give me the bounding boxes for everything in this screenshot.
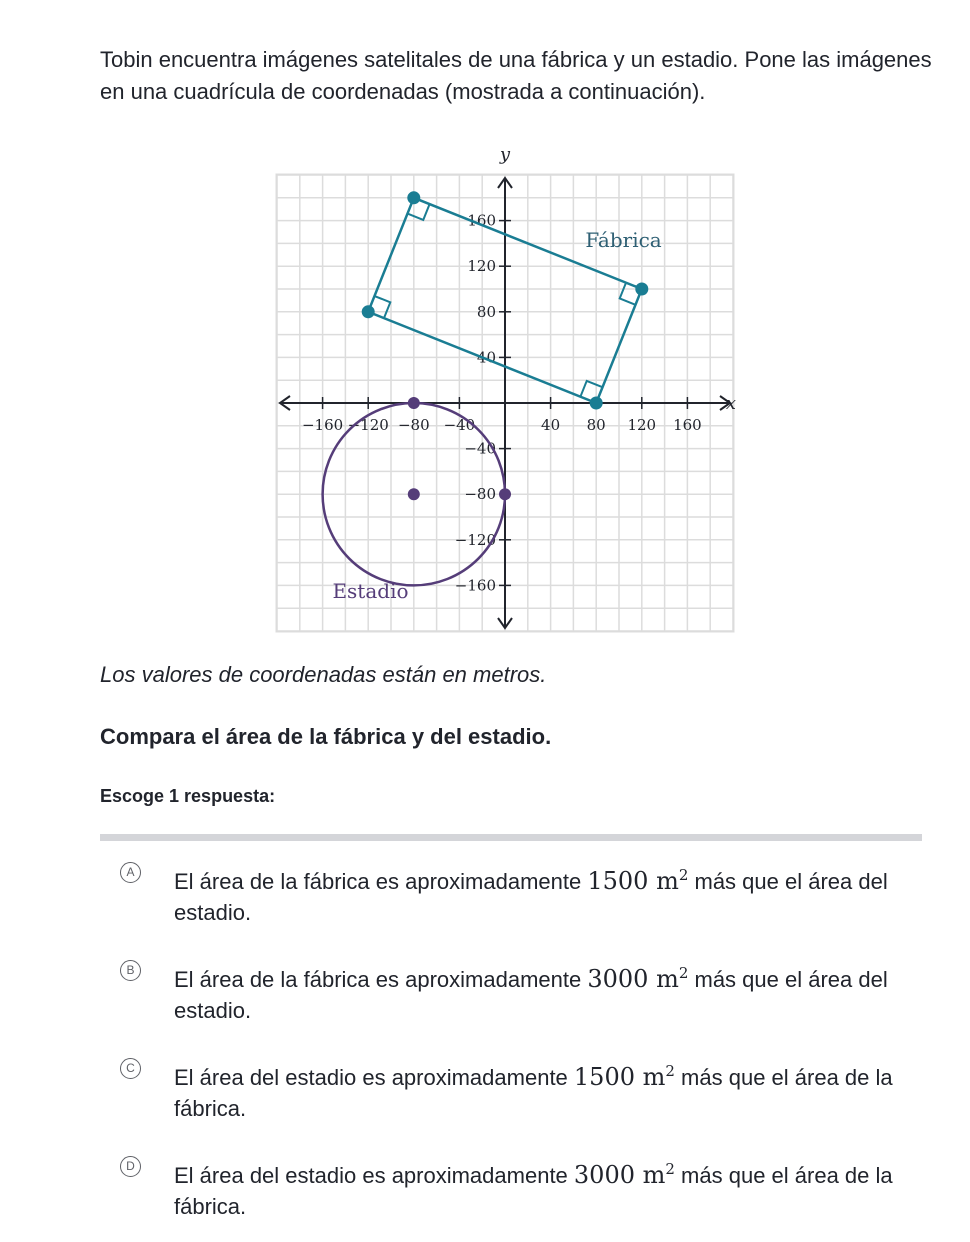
divider [100, 834, 922, 841]
choice-d-text: El área del estadio es aproximadamente 3000 $m^2$ más que el área de la fábrica. [174, 1160, 893, 1219]
y-tick-label: 40 [476, 348, 496, 367]
instruction-text: Escoge 1 respuesta: [100, 786, 276, 806]
y-tick-label: 80 [476, 302, 496, 321]
factory-vertex-point [407, 191, 420, 204]
choice-b-text: El área de la fábrica es aproximadamente 3000 $m^2$ más que el área del estadio. [174, 964, 888, 1023]
x-tick-label: −80 [397, 416, 430, 434]
y-tick-label: 160 [467, 211, 496, 230]
x-tick-label: 160 [673, 416, 702, 434]
x-tick-label: 120 [627, 416, 657, 434]
choice-a-text: El área de la fábrica es aproximadamente 1500 $m^2$ más que el área del estadio. [174, 866, 888, 925]
y-tick-label: −120 [454, 530, 496, 549]
choice-c[interactable] [100, 1046, 922, 1144]
factory-vertex-point [635, 283, 648, 296]
x-tick-label: −120 [347, 416, 389, 434]
y-tick-label: −80 [464, 485, 496, 504]
y-tick-label: −160 [454, 576, 496, 595]
units-note: Los valores de coordenadas están en metros. [100, 662, 547, 687]
y-axis-label: y [499, 144, 511, 165]
stadium-top-point [408, 397, 420, 409]
factory-vertex-point [362, 305, 375, 318]
choice-letter-a: A [120, 862, 141, 883]
x-axis-label: x [725, 393, 736, 414]
factory-vertex-point [590, 397, 603, 410]
stadium-edge-point [499, 488, 511, 500]
x-tick-label: 40 [541, 416, 561, 434]
x-tick-label: 80 [586, 416, 606, 434]
y-tick-label: 120 [467, 257, 496, 276]
choice-letter-b: B [120, 960, 141, 981]
choice-b[interactable] [100, 948, 922, 1046]
stadium-label: Estadio [332, 578, 409, 603]
question-text: Compara el área de la fábrica y del estadio. [100, 724, 552, 749]
choice-d[interactable] [100, 1144, 922, 1242]
choice-a[interactable] [100, 850, 922, 948]
y-tick-label: −40 [464, 439, 496, 458]
stadium-center-point [408, 488, 420, 500]
answer-choices [100, 850, 922, 1242]
coordinate-graph [270, 138, 740, 638]
choice-letter-d: D [120, 1156, 141, 1177]
factory-label: Fábrica [585, 227, 662, 252]
choice-letter-c: C [120, 1058, 141, 1079]
problem-statement: Tobin encuentra imágenes satelitales de una fábrica y un estadio. Pone las imágenes en una cuadrícula de coordenadas (mostrada a continuación). [100, 47, 932, 104]
x-tick-label: −40 [443, 416, 476, 434]
x-tick-label: −160 [301, 416, 344, 434]
choice-c-text: El área del estadio es aproximadamente 1500 $m^2$ más que el área de la fábrica. [174, 1062, 893, 1121]
